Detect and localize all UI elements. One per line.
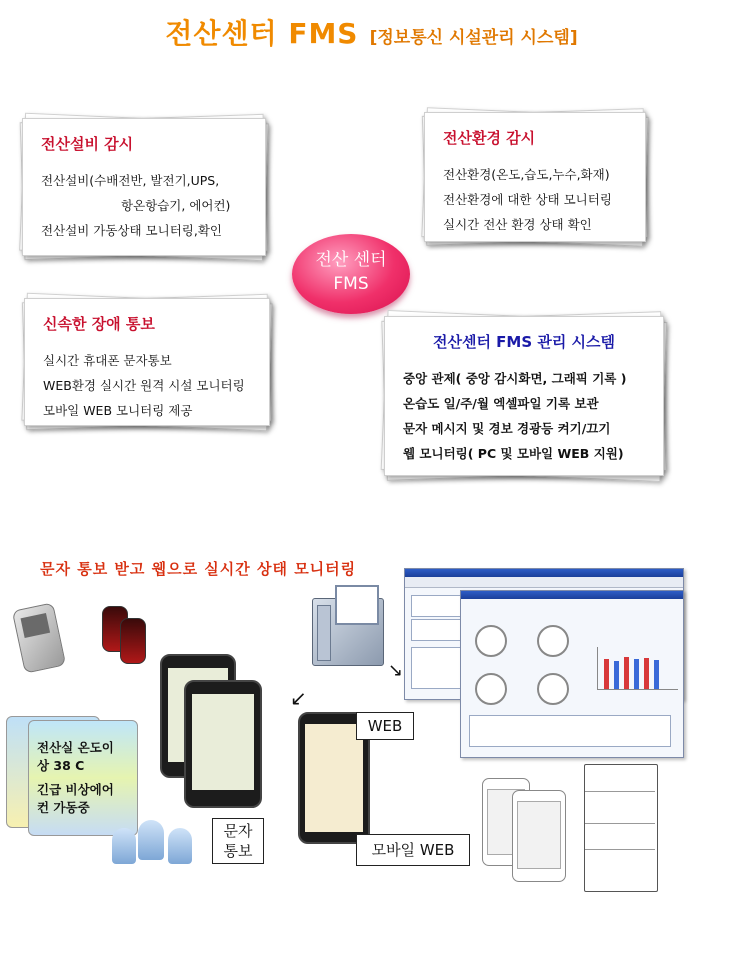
server-pc-icon bbox=[312, 598, 384, 666]
people-icon bbox=[112, 820, 200, 868]
card-alert-line-2: WEB환경 실시간 원격 시설 모니터링 bbox=[43, 378, 245, 393]
flip-phone-icon bbox=[12, 602, 66, 673]
label-sms-notify-1: 문자 bbox=[223, 822, 253, 840]
card-system-line-1: 중앙 관제( 중앙 감시화면, 그래픽 기록 ) bbox=[403, 371, 627, 386]
card-environment bbox=[424, 112, 646, 242]
sms-line-1: 전산실 온도이 bbox=[37, 740, 114, 755]
card-equipment-heading: 전산설비 감시 bbox=[41, 135, 134, 153]
monitoring-window bbox=[460, 590, 684, 758]
card-system bbox=[384, 316, 664, 476]
section-title: 문자 통보 받고 웹으로 실시간 상태 모니터링 bbox=[40, 560, 357, 578]
card-system-line-4: 웹 모니터링( PC 및 모바일 WEB 지원) bbox=[403, 446, 624, 461]
card-equipment-line-2: 항온항습기, 에어컨) bbox=[121, 198, 231, 213]
sms-line-2: 상 38 C bbox=[37, 758, 85, 773]
card-equipment bbox=[22, 118, 266, 256]
card-equipment-line-1: 전산설비(수배전반, 발전기,UPS, bbox=[41, 173, 220, 188]
label-sms-notify-2: 통보 bbox=[223, 842, 253, 860]
card-system-heading: 전산센터 FMS 관리 시스템 bbox=[432, 333, 616, 351]
center-line-2: FMS bbox=[333, 274, 369, 294]
center-line-1: 전산 센터 bbox=[315, 250, 387, 270]
card-alert-heading: 신속한 장애 통보 bbox=[43, 315, 155, 333]
label-sms-notify bbox=[212, 818, 264, 864]
card-alert-line-3: 모바일 WEB 모니터링 제공 bbox=[43, 403, 193, 418]
label-web: WEB bbox=[356, 712, 414, 740]
smartphone-sms-front bbox=[184, 680, 262, 808]
center-bubble bbox=[292, 234, 410, 314]
title-sub: [정보통신 시설관리 시스템] bbox=[369, 28, 578, 48]
card-alert bbox=[24, 298, 270, 426]
page-title bbox=[0, 12, 743, 52]
label-mobile-web: 모바일 WEB bbox=[356, 834, 470, 866]
card-environment-line-2: 전산환경에 대한 상태 모니터링 bbox=[443, 192, 612, 207]
arrow-icon-2: ↙ bbox=[290, 686, 307, 710]
card-system-line-3: 문자 메시지 및 경보 경광등 켜기/끄기 bbox=[403, 421, 611, 436]
card-system-line-2: 온습도 일/주/월 엑셀파일 기록 보관 bbox=[403, 396, 599, 411]
mobile-status-panel bbox=[584, 764, 658, 892]
card-equipment-line-3: 전산설비 가동상태 모니터링,확인 bbox=[41, 223, 222, 238]
arrow-icon: ↘ bbox=[388, 660, 404, 681]
card-environment-line-1: 전산환경(온도,습도,누수,화재) bbox=[443, 167, 610, 182]
card-environment-line-3: 실시간 전산 환경 상태 확인 bbox=[443, 217, 592, 232]
red-phone-icon-2 bbox=[120, 618, 146, 664]
card-environment-heading: 전산환경 감시 bbox=[443, 129, 536, 147]
card-alert-line-1: 실시간 휴대폰 문자통보 bbox=[43, 353, 172, 368]
sms-line-4: 컨 가동중 bbox=[37, 800, 90, 815]
sms-card-front bbox=[28, 720, 138, 836]
title-main: 전산센터 FMS bbox=[165, 17, 359, 50]
white-phone-2 bbox=[512, 790, 566, 882]
sms-line-3: 긴급 비상에어 bbox=[37, 782, 114, 797]
